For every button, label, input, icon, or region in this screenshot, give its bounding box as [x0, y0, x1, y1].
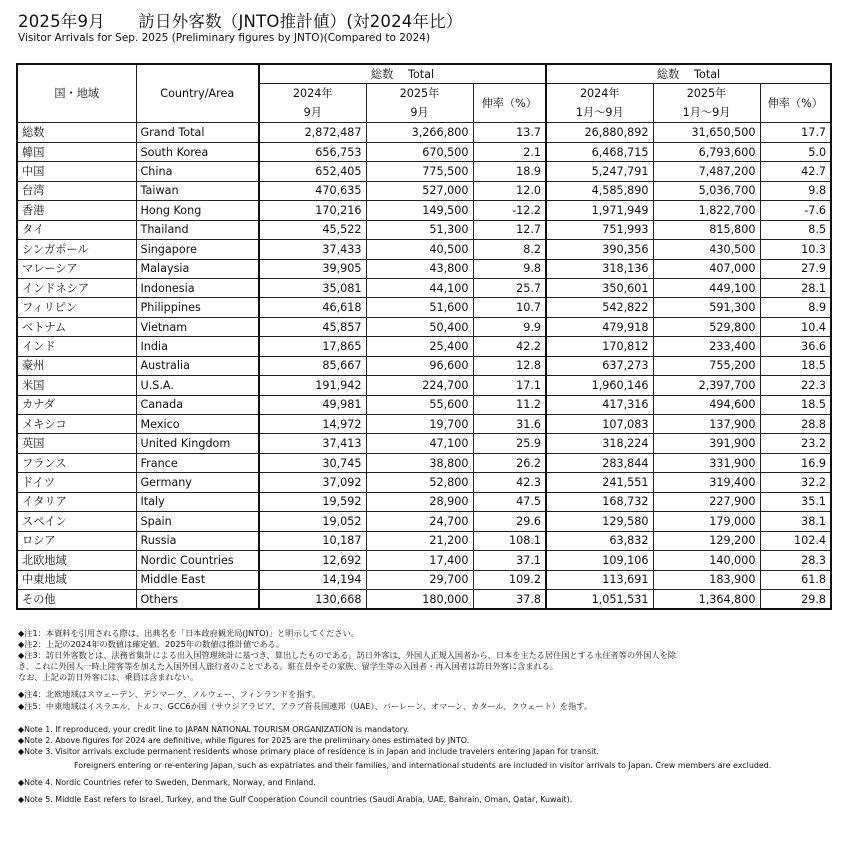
- cell-region-jp: カナダ: [17, 395, 136, 414]
- header-2025-month: 9月: [366, 103, 473, 123]
- cell-sep-growth: 31.6: [473, 415, 546, 434]
- cell-region-jp: メキシコ: [17, 415, 136, 434]
- header-group-month: 総数 Total: [259, 64, 546, 84]
- cell-ytd-2025: 140,000: [653, 551, 760, 570]
- table-row: [17, 492, 831, 511]
- cell-ytd-growth: 61.8: [760, 570, 831, 589]
- cell-sep-growth: 10.7: [473, 298, 546, 317]
- note-jp-2: ◆注2：上記の2024年の数値は確定値、2025年の数値は推計値である。: [18, 639, 285, 650]
- cell-region-jp: その他: [17, 589, 136, 609]
- table-row: [17, 570, 831, 589]
- cell-sep-growth: 37.1: [473, 551, 546, 570]
- cell-ytd-growth: 29.8: [760, 589, 831, 609]
- cell-ytd-growth: 28.1: [760, 278, 831, 297]
- table-row: [17, 317, 831, 336]
- cell-ytd-growth: 18.5: [760, 356, 831, 375]
- cell-ytd-2024: 170,812: [546, 337, 653, 356]
- cell-region-en: Middle East: [136, 570, 259, 589]
- cell-sep-2024: 45,522: [259, 220, 366, 239]
- table-row: [17, 220, 831, 239]
- cell-ytd-2024: 751,993: [546, 220, 653, 239]
- cell-ytd-2024: 5,247,791: [546, 162, 653, 181]
- cell-region-en: Hong Kong: [136, 201, 259, 220]
- page-subtitle: Visitor Arrivals for Sep. 2025 (Preliminary figures by JNTO)(Compared to 2024): [18, 32, 431, 44]
- cell-sep-2025: 38,800: [366, 453, 473, 472]
- cell-ytd-2024: 113,691: [546, 570, 653, 589]
- cell-sep-2024: 12,692: [259, 551, 366, 570]
- cell-region-jp: ドイツ: [17, 473, 136, 492]
- footnotes: [18, 628, 838, 805]
- table-row: [17, 123, 831, 142]
- note-en-3a: ◆Note 3. Visitor arrivals exclude permanent residents whose primary place of residence is in Japan and include travelers entering Japan for transit.: [18, 746, 599, 756]
- cell-ytd-2024: 1,960,146: [546, 376, 653, 395]
- cell-ytd-growth: 10.4: [760, 317, 831, 336]
- cell-sep-2025: 51,300: [366, 220, 473, 239]
- cell-ytd-2025: 815,800: [653, 220, 760, 239]
- cell-region-en: Others: [136, 589, 259, 609]
- table-row: [17, 376, 831, 395]
- table-row: [17, 531, 831, 550]
- cell-ytd-2025: 179,000: [653, 512, 760, 531]
- cell-region-jp: ロシア: [17, 531, 136, 550]
- cell-sep-2025: 17,400: [366, 551, 473, 570]
- cell-ytd-2025: 755,200: [653, 356, 760, 375]
- cell-ytd-growth: 22.3: [760, 376, 831, 395]
- header-growth-month: 伸率（%）: [473, 84, 546, 123]
- cell-ytd-2025: 227,900: [653, 492, 760, 511]
- cell-region-jp: フランス: [17, 453, 136, 472]
- cell-sep-growth: 12.7: [473, 220, 546, 239]
- cell-ytd-growth: 18.5: [760, 395, 831, 414]
- cell-sep-growth: 17.1: [473, 376, 546, 395]
- cell-sep-2025: 40,500: [366, 240, 473, 259]
- cell-sep-2024: 10,187: [259, 531, 366, 550]
- cell-sep-growth: 2.1: [473, 142, 546, 161]
- note-en-1: ◆Note 1. If reproduced, your credit line to JAPAN NATIONAL TOURISM ORGANIZATION is mandatory.: [18, 724, 410, 734]
- table-row: [17, 356, 831, 375]
- cell-sep-2025: 55,600: [366, 395, 473, 414]
- cell-sep-growth: 13.7: [473, 123, 546, 142]
- cell-sep-2024: 37,433: [259, 240, 366, 259]
- cell-sep-growth: -12.2: [473, 201, 546, 220]
- cell-ytd-2025: 529,800: [653, 317, 760, 336]
- cell-region-en: Canada: [136, 395, 259, 414]
- header-group-ytd: 総数 Total: [546, 64, 831, 84]
- cell-ytd-2024: 350,601: [546, 278, 653, 297]
- note-en-5: ◆Note 5. Middle East refers to Israel, Turkey, and the Gulf Cooperation Council countries (Saudi Arabia, UAE, Bahrain, Oman, Qatar, Kuwait).: [18, 795, 573, 805]
- cell-sep-growth: 8.2: [473, 240, 546, 259]
- cell-region-en: Indonesia: [136, 278, 259, 297]
- cell-sep-2025: 21,200: [366, 531, 473, 550]
- table-row: [17, 240, 831, 259]
- cell-sep-growth: 9.8: [473, 259, 546, 278]
- cell-ytd-growth: 8.9: [760, 298, 831, 317]
- table-row: [17, 415, 831, 434]
- cell-ytd-2025: 31,650,500: [653, 123, 760, 142]
- table-body: [17, 123, 831, 609]
- header-2025-ytd: 1月～9月: [653, 103, 760, 123]
- cell-sep-growth: 12.0: [473, 181, 546, 200]
- cell-ytd-2024: 318,136: [546, 259, 653, 278]
- cell-sep-2025: 670,500: [366, 142, 473, 161]
- cell-region-en: France: [136, 453, 259, 472]
- cell-ytd-2024: 417,316: [546, 395, 653, 414]
- cell-sep-growth: 25.9: [473, 434, 546, 453]
- cell-ytd-growth: 32.2: [760, 473, 831, 492]
- header-2025-ytd-year: 2025年: [653, 84, 760, 104]
- cell-sep-2025: 527,000: [366, 181, 473, 200]
- cell-sep-growth: 29.6: [473, 512, 546, 531]
- cell-ytd-2024: 109,106: [546, 551, 653, 570]
- cell-sep-growth: 47.5: [473, 492, 546, 511]
- cell-sep-2025: 44,100: [366, 278, 473, 297]
- cell-ytd-2025: 5,036,700: [653, 181, 760, 200]
- cell-region-en: Malaysia: [136, 259, 259, 278]
- note-en-3b: Foreigners entering or re-entering Japan, such as expatriates and their families, and international students are included in visitor arrivals to Japan. Crew members are excluded.: [74, 760, 772, 770]
- cell-ytd-2024: 26,880,892: [546, 123, 653, 142]
- cell-region-jp: 北欧地域: [17, 551, 136, 570]
- cell-region-en: Grand Total: [136, 123, 259, 142]
- cell-region-en: Australia: [136, 356, 259, 375]
- cell-sep-2025: 50,400: [366, 317, 473, 336]
- cell-ytd-2024: 283,844: [546, 453, 653, 472]
- table-row: [17, 259, 831, 278]
- cell-ytd-2025: 591,300: [653, 298, 760, 317]
- cell-region-jp: 総数: [17, 123, 136, 142]
- cell-ytd-2025: 137,900: [653, 415, 760, 434]
- table-row: [17, 181, 831, 200]
- cell-ytd-growth: 102.4: [760, 531, 831, 550]
- cell-region-jp: 中東地域: [17, 570, 136, 589]
- table-header: [17, 64, 831, 123]
- cell-ytd-2024: 318,224: [546, 434, 653, 453]
- header-2024-month: 9月: [259, 103, 366, 123]
- cell-ytd-2024: 129,580: [546, 512, 653, 531]
- table-row: [17, 453, 831, 472]
- cell-ytd-growth: 9.8: [760, 181, 831, 200]
- cell-region-en: China: [136, 162, 259, 181]
- cell-region-en: United Kingdom: [136, 434, 259, 453]
- cell-sep-2024: 17,865: [259, 337, 366, 356]
- cell-sep-2024: 49,981: [259, 395, 366, 414]
- table-row: [17, 589, 831, 609]
- cell-ytd-2024: 168,732: [546, 492, 653, 511]
- cell-sep-growth: 9.9: [473, 317, 546, 336]
- cell-sep-2024: 35,081: [259, 278, 366, 297]
- cell-ytd-growth: 42.7: [760, 162, 831, 181]
- cell-ytd-2025: 2,397,700: [653, 376, 760, 395]
- cell-region-en: Germany: [136, 473, 259, 492]
- cell-sep-2024: 652,405: [259, 162, 366, 181]
- cell-ytd-2025: 494,600: [653, 395, 760, 414]
- table-row: [17, 162, 831, 181]
- cell-region-jp: フィリピン: [17, 298, 136, 317]
- cell-ytd-2024: 1,971,949: [546, 201, 653, 220]
- cell-ytd-2025: 129,200: [653, 531, 760, 550]
- cell-sep-2025: 224,700: [366, 376, 473, 395]
- cell-sep-growth: 108.1: [473, 531, 546, 550]
- header-2024-ytd-year: 2024年: [546, 84, 653, 104]
- table-row: [17, 201, 831, 220]
- cell-ytd-2024: 542,822: [546, 298, 653, 317]
- cell-region-en: India: [136, 337, 259, 356]
- header-2024-ytd: 1月～9月: [546, 103, 653, 123]
- cell-region-en: Russia: [136, 531, 259, 550]
- cell-ytd-2025: 7,487,200: [653, 162, 760, 181]
- cell-sep-growth: 25.7: [473, 278, 546, 297]
- cell-sep-2024: 470,635: [259, 181, 366, 200]
- cell-sep-2025: 3,266,800: [366, 123, 473, 142]
- cell-sep-2024: 19,592: [259, 492, 366, 511]
- cell-region-jp: シンガポール: [17, 240, 136, 259]
- table-row: [17, 551, 831, 570]
- cell-sep-2025: 29,700: [366, 570, 473, 589]
- cell-ytd-2025: 183,900: [653, 570, 760, 589]
- table-row: [17, 473, 831, 492]
- cell-sep-2024: 46,618: [259, 298, 366, 317]
- note-jp-3b: き、これに外国人一時上陸客等を加えた入国外国人旅行者のことである。駐在員やその家族、留学生等の入国者・再入国者は訪日外客に含まれる。: [18, 661, 559, 672]
- cell-sep-2025: 24,700: [366, 512, 473, 531]
- cell-sep-2024: 37,413: [259, 434, 366, 453]
- cell-ytd-growth: -7.6: [760, 201, 831, 220]
- note-jp-4: ◆注4：北欧地域はスウェーデン、デンマーク、ノルウェー、フィンランドを指す。: [18, 689, 321, 700]
- cell-sep-growth: 11.2: [473, 395, 546, 414]
- cell-ytd-2024: 63,832: [546, 531, 653, 550]
- cell-region-jp: インド: [17, 337, 136, 356]
- cell-sep-2024: 45,857: [259, 317, 366, 336]
- header-region-jp: 国・地域: [17, 64, 136, 123]
- cell-region-en: Taiwan: [136, 181, 259, 200]
- cell-sep-growth: 37.8: [473, 589, 546, 609]
- cell-sep-2024: 37,092: [259, 473, 366, 492]
- cell-sep-2025: 19,700: [366, 415, 473, 434]
- note-en-4: ◆Note 4. Nordic Countries refer to Sweden, Denmark, Norway, and Finland.: [18, 778, 316, 788]
- cell-region-jp: タイ: [17, 220, 136, 239]
- cell-ytd-2025: 233,400: [653, 337, 760, 356]
- cell-region-en: Mexico: [136, 415, 259, 434]
- cell-sep-2025: 25,400: [366, 337, 473, 356]
- cell-ytd-growth: 28.8: [760, 415, 831, 434]
- cell-sep-2024: 19,052: [259, 512, 366, 531]
- cell-region-jp: スペイン: [17, 512, 136, 531]
- cell-sep-growth: 42.3: [473, 473, 546, 492]
- header-region-en: Country/Area: [136, 64, 259, 123]
- cell-ytd-2025: 449,100: [653, 278, 760, 297]
- cell-sep-2025: 28,900: [366, 492, 473, 511]
- cell-sep-2025: 43,800: [366, 259, 473, 278]
- table-row: [17, 278, 831, 297]
- cell-sep-2024: 170,216: [259, 201, 366, 220]
- cell-sep-2025: 52,800: [366, 473, 473, 492]
- cell-region-jp: イタリア: [17, 492, 136, 511]
- cell-region-jp: 英国: [17, 434, 136, 453]
- cell-ytd-2025: 331,900: [653, 453, 760, 472]
- cell-ytd-2024: 107,083: [546, 415, 653, 434]
- cell-ytd-2024: 479,918: [546, 317, 653, 336]
- cell-sep-2024: 130,668: [259, 589, 366, 609]
- cell-sep-2024: 85,667: [259, 356, 366, 375]
- cell-sep-2024: 2,872,487: [259, 123, 366, 142]
- cell-sep-2024: 191,942: [259, 376, 366, 395]
- note-jp-3c: なお、上記の訪日外客には、乗員は含まれない。: [18, 672, 199, 683]
- cell-sep-2025: 775,500: [366, 162, 473, 181]
- cell-ytd-growth: 8.5: [760, 220, 831, 239]
- cell-sep-2024: 656,753: [259, 142, 366, 161]
- table-row: [17, 337, 831, 356]
- cell-region-jp: インドネシア: [17, 278, 136, 297]
- cell-ytd-growth: 36.6: [760, 337, 831, 356]
- header-2024-month-year: 2024年: [259, 84, 366, 104]
- cell-ytd-growth: 17.7: [760, 123, 831, 142]
- table-row: [17, 395, 831, 414]
- cell-region-jp: 米国: [17, 376, 136, 395]
- visitor-arrivals-table: [16, 63, 832, 610]
- cell-sep-growth: 26.2: [473, 453, 546, 472]
- cell-ytd-2025: 6,793,600: [653, 142, 760, 161]
- cell-ytd-growth: 27.9: [760, 259, 831, 278]
- cell-region-en: U.S.A.: [136, 376, 259, 395]
- table-row: [17, 512, 831, 531]
- cell-ytd-growth: 35.1: [760, 492, 831, 511]
- cell-region-en: Vietnam: [136, 317, 259, 336]
- cell-region-en: Italy: [136, 492, 259, 511]
- cell-sep-2025: 47,100: [366, 434, 473, 453]
- cell-region-jp: 台湾: [17, 181, 136, 200]
- cell-ytd-2024: 1,051,531: [546, 589, 653, 609]
- cell-region-jp: 香港: [17, 201, 136, 220]
- cell-region-jp: 豪州: [17, 356, 136, 375]
- cell-ytd-growth: 16.9: [760, 453, 831, 472]
- cell-region-jp: 中国: [17, 162, 136, 181]
- header-growth-ytd: 伸率（%）: [760, 84, 831, 123]
- cell-ytd-2025: 391,900: [653, 434, 760, 453]
- cell-region-jp: 韓国: [17, 142, 136, 161]
- cell-sep-2025: 51,600: [366, 298, 473, 317]
- cell-region-en: Nordic Countries: [136, 551, 259, 570]
- cell-sep-growth: 12.8: [473, 356, 546, 375]
- table-row: [17, 142, 831, 161]
- cell-ytd-2025: 430,500: [653, 240, 760, 259]
- cell-sep-2025: 180,000: [366, 589, 473, 609]
- cell-region-en: South Korea: [136, 142, 259, 161]
- cell-ytd-2024: 4,585,890: [546, 181, 653, 200]
- cell-ytd-2024: 390,356: [546, 240, 653, 259]
- cell-sep-growth: 109.2: [473, 570, 546, 589]
- cell-ytd-growth: 38.1: [760, 512, 831, 531]
- cell-ytd-2025: 1,822,700: [653, 201, 760, 220]
- cell-region-en: Spain: [136, 512, 259, 531]
- cell-ytd-2024: 637,273: [546, 356, 653, 375]
- cell-ytd-growth: 10.3: [760, 240, 831, 259]
- cell-sep-growth: 42.2: [473, 337, 546, 356]
- cell-sep-2025: 149,500: [366, 201, 473, 220]
- cell-region-jp: ベトナム: [17, 317, 136, 336]
- cell-ytd-2024: 6,468,715: [546, 142, 653, 161]
- cell-ytd-2025: 407,000: [653, 259, 760, 278]
- header-2025-month-year: 2025年: [366, 84, 473, 104]
- cell-sep-2025: 96,600: [366, 356, 473, 375]
- page-title: 2025年9月 訪日外客数（JNTO推計値）(対2024年比）: [18, 12, 463, 31]
- cell-region-en: Philippines: [136, 298, 259, 317]
- note-en-2: ◆Note 2. Above figures for 2024 are definitive, while figures for 2025 are the preliminary ones estimated by JNTO.: [18, 735, 470, 745]
- note-jp-1: ◆注1：本資料を引用される際は、出典名を「日本政府観光局(JNTO)」と明示してください。: [18, 628, 359, 638]
- note-jp-5: ◆注5：中東地域はイスラエル、トルコ、GCC6か国（サウジアラビア、アラブ首長国連邦（UAE）、バーレーン、オマーン、カタール、クウェート）を指す。: [18, 700, 593, 711]
- cell-sep-2024: 39,905: [259, 259, 366, 278]
- cell-ytd-growth: 28.3: [760, 551, 831, 570]
- cell-region-en: Thailand: [136, 220, 259, 239]
- cell-sep-2024: 14,972: [259, 415, 366, 434]
- cell-ytd-2024: 241,551: [546, 473, 653, 492]
- cell-sep-growth: 18.9: [473, 162, 546, 181]
- cell-region-jp: マレーシア: [17, 259, 136, 278]
- cell-ytd-2025: 319,400: [653, 473, 760, 492]
- cell-sep-2024: 30,745: [259, 453, 366, 472]
- cell-ytd-2025: 1,364,800: [653, 589, 760, 609]
- cell-region-en: Singapore: [136, 240, 259, 259]
- note-jp-3a: ◆注3：訪日外客数とは、法務省集計による出入国管理統計に基づき、算出したものである。訪日外客は、外国人正規入国者から、日本を主たる居住国とする永住者等の外国人を除: [18, 650, 676, 661]
- table-row: [17, 298, 831, 317]
- cell-ytd-growth: 23.2: [760, 434, 831, 453]
- table-row: [17, 434, 831, 453]
- cell-sep-2024: 14,194: [259, 570, 366, 589]
- cell-ytd-growth: 5.0: [760, 142, 831, 161]
